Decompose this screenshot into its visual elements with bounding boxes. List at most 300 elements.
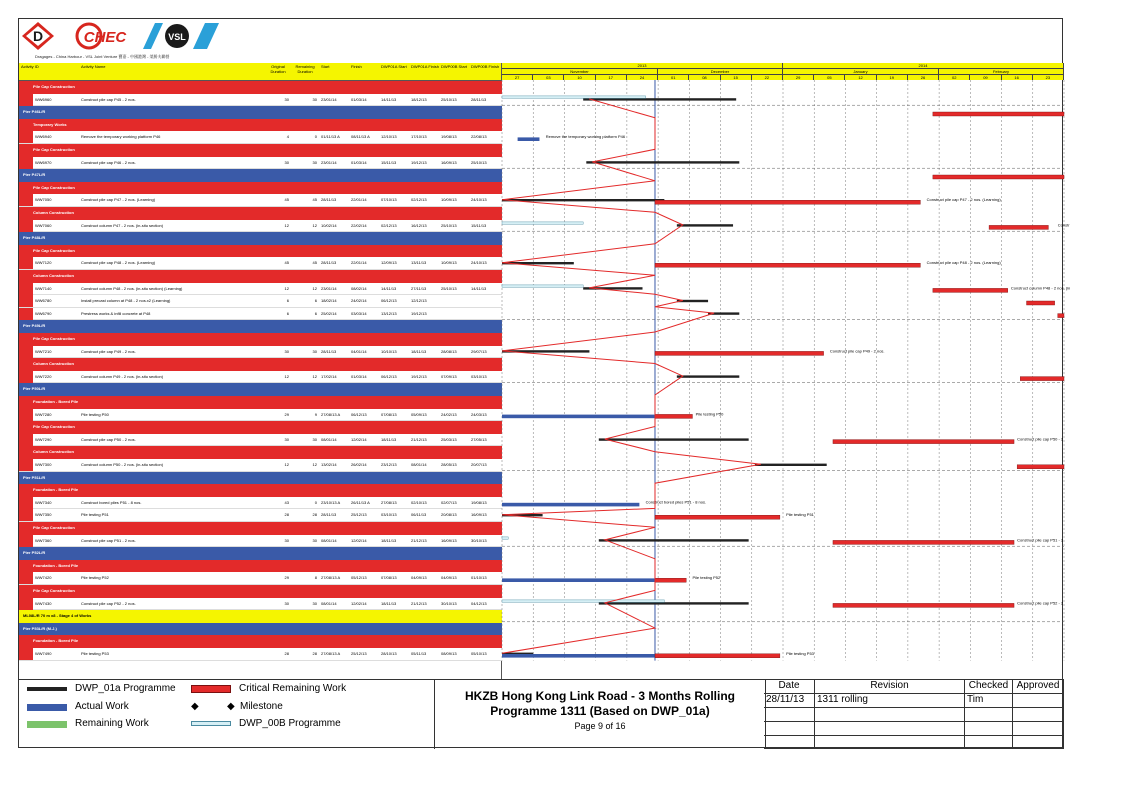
critical-bar: [1058, 314, 1064, 318]
cell-name: Construct column P50 - 2 nos. (in-situ section): [81, 462, 164, 467]
cell-s2: 02/07/13: [441, 499, 457, 505]
chec-logo: [75, 21, 129, 51]
critical-bar: [655, 515, 780, 519]
rev-cell: [815, 708, 965, 722]
cell-name: Pile testing P52: [81, 575, 109, 581]
bar-label: Construct pile cap P48 - 2 nos. (Learning): [926, 260, 1001, 266]
group-header: Foundation - Bored Pile: [19, 560, 502, 573]
bar-label: Construct column P48 - 2 nos. (in: [1010, 285, 1071, 291]
critical-bar: [655, 414, 692, 418]
cell-s1: 28/10/13: [381, 651, 397, 656]
activity-row[interactable]: [19, 509, 502, 522]
activity-row[interactable]: [19, 308, 502, 321]
cell-name: Construct pile cap P45 - 2 nos.: [81, 96, 136, 102]
cell-od: 12: [284, 373, 289, 379]
cell-start: 27/08/13 A: [321, 575, 341, 581]
cell-id: WW7210: [35, 348, 52, 354]
cell-start: 17/02/14: [321, 373, 337, 379]
milestone-icon: ◆: [191, 701, 199, 712]
dwp01a-bar: [599, 602, 749, 604]
week-label: 19: [877, 74, 908, 80]
cell-f1: 27/11/13: [411, 285, 427, 291]
week-label: 15: [721, 74, 752, 80]
vsl-logo-text: VSL: [168, 32, 186, 42]
week-label: 29: [783, 74, 814, 80]
cell-finish: 05/12/13: [351, 575, 367, 581]
cell-name: Construct column P48 - 2 nos. (in-situ section) (Learning): [81, 285, 183, 291]
month-january: January: [783, 68, 939, 74]
cell-start: 08/01/14: [321, 436, 337, 442]
cell-finish: 22/02/14: [351, 222, 367, 228]
actual-bar: [502, 503, 639, 507]
cell-rd: 28: [312, 651, 317, 656]
cell-id: WW7280: [35, 411, 52, 417]
legend-dwp01a: DWP_01a Programme: [75, 683, 176, 694]
cell-s1: 06/12/13: [381, 373, 397, 379]
cell-id: WW7120: [35, 260, 52, 266]
cell-f1: 02/10/13: [411, 499, 427, 505]
cell-id: WW7340: [35, 499, 52, 505]
group-header: Column Construction: [19, 207, 502, 220]
activity-row[interactable]: [19, 94, 502, 107]
col-remaining-duration[interactable]: Remaining Duration: [295, 64, 315, 74]
cell-od: 12: [284, 462, 289, 467]
cell-f1: 19/12/13: [411, 310, 427, 316]
cell-od: 28: [284, 651, 289, 656]
col-dwp00b-start[interactable]: DWP00B Start: [441, 64, 468, 69]
legend-actual-swatch: [27, 704, 67, 711]
rev-cell: [764, 722, 815, 736]
cell-od: 30: [284, 600, 289, 606]
cell-id: WW7490: [35, 651, 52, 656]
critical-bar: [655, 654, 780, 658]
cell-name: Pile testing P51: [81, 512, 109, 518]
cell-od: 6: [286, 298, 289, 304]
critical-bar: [833, 540, 1014, 544]
cell-start: 25/02/14: [321, 310, 337, 316]
group-header: Pile Cap Construction: [19, 144, 502, 157]
cell-finish: 12/02/14: [351, 600, 367, 606]
group-header: Pier P47L/R: [19, 169, 502, 182]
cell-f1: 02/12/13: [411, 197, 427, 203]
week-label: 23: [1033, 74, 1064, 80]
cell-id: WW7060: [35, 222, 52, 228]
group-header: Column Construction: [19, 270, 502, 283]
col-dwp01a-finish[interactable]: DWP01A Finish: [411, 64, 440, 69]
week-label: 16: [1002, 74, 1033, 80]
cell-s2: 30/10/13: [441, 600, 457, 606]
activity-row[interactable]: [19, 346, 502, 359]
year-2014: 2014: [783, 63, 1064, 68]
cell-rd: 30: [312, 159, 317, 165]
actual-bar: [502, 654, 655, 658]
cell-id: WW7420: [35, 575, 52, 581]
cell-id: WW7220: [35, 373, 52, 379]
cell-f2: 05/10/13: [471, 651, 487, 656]
cell-finish: 04/01/14: [351, 348, 367, 354]
cell-f1: 19/12/13: [411, 159, 427, 165]
col-activity-name[interactable]: Activity Name: [81, 64, 106, 69]
activity-row[interactable]: [19, 648, 502, 661]
cell-start: 28/11/13: [321, 260, 337, 266]
cell-name: Construct pile cap P51 - 2 nos.: [81, 537, 136, 543]
cell-rd: 6: [314, 298, 317, 304]
legend-milestone: Milestone: [240, 701, 283, 712]
cell-s2: 25/10/13: [441, 222, 457, 228]
cell-s1: 23/12/13: [381, 462, 397, 467]
cell-s1: 18/11/13: [381, 436, 397, 442]
critical-bar: [833, 440, 1014, 444]
cell-id: WW7300: [35, 462, 52, 467]
activity-row[interactable]: [19, 283, 502, 296]
critical-bar: [989, 225, 1048, 229]
cell-f2: 24/03/13: [471, 411, 487, 417]
dwp01a-bar: [599, 539, 749, 541]
dwp00b-bar: [502, 222, 583, 224]
cell-f1: 17/10/13: [411, 134, 427, 140]
group-header: Foundation - Bored Pile: [19, 396, 502, 409]
cell-f2: 03/10/13: [471, 373, 487, 379]
cell-name: Construct pile cap P52 - 2 nos.: [81, 600, 136, 606]
month-december: December: [658, 68, 783, 74]
month-november: November: [502, 68, 658, 74]
critical-bar: [833, 603, 1014, 607]
rev-cell: [965, 708, 1013, 722]
cell-s1: 18/11/13: [381, 537, 397, 543]
week-label: 03: [533, 74, 564, 80]
cell-s1: 12/10/13: [381, 134, 397, 140]
cell-rd: 28: [312, 512, 317, 518]
cell-s1: 18/11/13: [381, 600, 397, 606]
cell-s1: 10/10/13: [381, 348, 397, 354]
legend-critical-swatch: [191, 685, 231, 693]
group-header: Pier P48L/R: [19, 232, 502, 245]
cell-id: WW6970: [35, 159, 52, 165]
col-start[interactable]: Start: [321, 64, 330, 69]
dwp00b-bar: [502, 96, 646, 98]
cell-s2: 28/05/13: [441, 462, 457, 467]
cell-finish: 22/01/14: [351, 197, 367, 203]
cell-s1: 07/10/13: [381, 197, 397, 203]
cell-s1: 03/10/13: [381, 512, 397, 518]
page-number: Page 9 of 16: [574, 721, 626, 731]
cell-s2: 25/03/13: [441, 436, 457, 442]
cell-f2: 27/05/13: [471, 436, 487, 442]
cell-id: WW6790: [35, 310, 52, 316]
cell-finish: 01/03/14: [351, 159, 367, 165]
cell-start: 23/01/14: [321, 285, 337, 291]
cell-finish: 08/11/13 A: [351, 134, 370, 140]
cell-f2: 29/07/13: [471, 348, 487, 354]
cell-s2: 08/09/13: [441, 651, 457, 656]
gantt-chart: [502, 80, 1071, 661]
group-header: Pile Cap Construction: [19, 182, 502, 195]
cell-f2: 28/11/13: [471, 96, 487, 102]
cell-s1: 02/12/13: [381, 222, 397, 228]
cell-name: Construct pile cap P49 - 2 nos.: [81, 348, 136, 354]
cell-f2: 22/08/13: [471, 134, 487, 140]
activity-row[interactable]: [19, 459, 502, 472]
title-line-2: Programme 1311 (Based on DWP_01a): [490, 704, 710, 718]
rev-cell: [764, 708, 815, 722]
activity-row[interactable]: [19, 194, 502, 207]
col-dwp00b-finish[interactable]: DWP00B Finish: [471, 64, 500, 69]
cell-rd: 30: [312, 537, 317, 543]
cell-name: Install precast column at P48 - 2 nos.x2 (Learning): [81, 298, 171, 304]
dwp01a-bar: [586, 161, 739, 163]
cell-rd: 12: [312, 373, 317, 379]
schedule-sheet: [18, 18, 1071, 748]
col-original-duration[interactable]: Original Duration: [270, 64, 286, 74]
cell-rd: 30: [312, 348, 317, 354]
week-label: 10: [564, 74, 595, 80]
cell-f1: 04/09/13: [411, 575, 427, 581]
critical-bar: [933, 112, 1064, 116]
cell-f2: 24/10/13: [471, 197, 487, 203]
cell-f1: 05/09/13: [411, 411, 427, 417]
cell-f1: 08/01/14: [411, 462, 427, 467]
week-label: 26: [908, 74, 939, 80]
legend-dwp00b: DWP_00B Programme: [239, 718, 341, 729]
cell-f2: 01/10/13: [471, 575, 487, 581]
cell-start: 10/02/14: [321, 222, 337, 228]
cell-od: 30: [284, 348, 289, 354]
cell-f1: 12/12/13: [411, 298, 427, 304]
cell-rd: 30: [312, 96, 317, 102]
rev-cell: [1013, 736, 1064, 749]
cell-finish: 26/11/13 A: [351, 499, 370, 505]
cell-f1: 21/12/13: [411, 436, 427, 442]
bar-label: Remove the temporary working platform P46: [545, 134, 626, 140]
bar-label: Construct pile cap P50 - 2: [1017, 436, 1064, 442]
cell-finish: 22/01/14: [351, 260, 367, 266]
activity-row[interactable]: [19, 434, 502, 447]
activity-row[interactable]: [19, 535, 502, 548]
bar-label: Construct bored piles P51 - 8 nos.: [645, 499, 707, 505]
cell-rd: 45: [312, 260, 317, 266]
cell-s1: 07/08/13: [381, 575, 397, 581]
group-header: Pier P53L/R (M.J.): [19, 623, 502, 636]
activity-row[interactable]: [19, 409, 502, 422]
cell-finish: 01/03/14: [351, 373, 367, 379]
rev-header-date: Date: [764, 680, 815, 694]
cell-od: 12: [284, 222, 289, 228]
cell-s2: 19/08/13: [441, 134, 457, 140]
cell-s2: 10/09/13: [441, 260, 457, 266]
cell-s2: 25/10/13: [441, 96, 457, 102]
group-header: Pier P46L/R: [19, 106, 502, 119]
cell-id: WW6960: [35, 96, 52, 102]
critical-bar: [655, 578, 686, 582]
cell-name: Remove the temporary working platform P46: [81, 134, 161, 140]
group-header: Pile Cap Construction: [19, 421, 502, 434]
cell-start: 28/11/13: [321, 512, 337, 518]
cell-name: Pile testing P50: [81, 411, 109, 417]
cell-f2: 25/10/13: [471, 159, 487, 165]
cell-rd: 12: [312, 462, 317, 467]
group-header: Pier P52L/R: [19, 547, 502, 560]
bar-label: Pile testing P52: [692, 575, 721, 581]
week-label: 02: [939, 74, 970, 80]
legend-dwp01a-swatch: [27, 687, 67, 691]
cell-finish: 08/02/14: [351, 285, 367, 291]
dwp01a-bar: [677, 375, 739, 377]
col-dwp01a-start[interactable]: DWP01A Start: [381, 64, 407, 69]
rev-header-approved: Approved: [1013, 680, 1064, 694]
activity-row[interactable]: [19, 220, 502, 233]
cell-rd: 0: [314, 134, 317, 140]
legend-remaining: Remaining Work: [75, 718, 149, 729]
cell-finish: 12/02/14: [351, 537, 367, 543]
year-2013: 2013: [502, 63, 783, 68]
cell-start: 28/11/13: [321, 348, 337, 354]
cell-s2: 25/10/13: [441, 285, 457, 291]
week-label: 08: [689, 74, 720, 80]
col-activity-id[interactable]: Activity ID: [21, 64, 39, 69]
cell-f2: 15/11/13: [471, 222, 487, 228]
legend-critical: Critical Remaining Work: [239, 683, 347, 694]
dwp01a-bar: [755, 464, 827, 466]
group-header: Pile Cap Construction: [19, 81, 502, 94]
group-header: Pile Cap Construction: [19, 245, 502, 258]
title-block: [434, 680, 766, 749]
actual-bar: [518, 137, 540, 141]
rev-header-checked: Checked: [965, 680, 1013, 694]
cell-s1: 14/11/13: [381, 96, 397, 102]
group-header: ML08L/R 70 m x8 - Stage 4 of Works: [19, 610, 502, 623]
cell-s1: 12/09/13: [381, 260, 397, 266]
cell-f1: 06/11/13: [411, 512, 427, 518]
cell-s2: 16/09/13: [441, 159, 457, 165]
cell-rd: 45: [312, 197, 317, 203]
legend-remaining-swatch: [27, 721, 67, 728]
cell-id: WW7290: [35, 436, 52, 442]
cell-start: 28/11/13: [321, 197, 337, 203]
activity-row[interactable]: [19, 295, 502, 308]
critical-bar: [655, 200, 920, 204]
activity-row[interactable]: [19, 598, 502, 611]
cell-start: 13/02/14: [321, 462, 337, 467]
cell-s1: 15/11/13: [381, 159, 397, 165]
rev-cell: [965, 722, 1013, 736]
dragages-logo-text: D: [32, 28, 44, 44]
week-label: 17: [596, 74, 627, 80]
group-header: Foundation - Bored Pile: [19, 484, 502, 497]
title-line-1: HKZB Hong Kong Link Road - 3 Months Rolling: [465, 689, 735, 703]
cell-start: 23/01/14: [321, 96, 337, 102]
week-label: 27: [502, 74, 533, 80]
rev-cell: 28/11/13: [764, 694, 815, 708]
dwp00b-bar: [502, 537, 508, 539]
cell-od: 6: [286, 310, 289, 316]
legend-dwp00b-swatch: [191, 721, 231, 726]
milestone-icon-2: ◆: [227, 701, 235, 712]
cell-rd: 12: [312, 285, 317, 291]
cell-f1: 18/12/13: [411, 96, 427, 102]
group-header: Pier P49L/R: [19, 320, 502, 333]
cell-start: 27/08/13 A: [321, 651, 341, 656]
activity-row[interactable]: [19, 497, 502, 510]
cell-id: WW6940: [35, 134, 52, 140]
rev-cell: Tim: [965, 694, 1013, 708]
activity-row[interactable]: [19, 572, 502, 585]
activity-row[interactable]: [19, 371, 502, 384]
week-label: 01: [658, 74, 689, 80]
cell-rd: 6: [314, 310, 317, 316]
cell-s1: 13/12/13: [381, 310, 397, 316]
cell-f1: 19/12/13: [411, 373, 427, 379]
activity-row[interactable]: [19, 131, 502, 144]
cell-name: Construct pile cap P47 - 2 nos. (Learning): [81, 197, 156, 203]
rev-cell: [815, 722, 965, 736]
col-finish[interactable]: Finish: [351, 64, 362, 69]
rev-cell: [764, 736, 815, 749]
cell-od: 45: [284, 197, 289, 203]
dwp01a-bar: [599, 438, 749, 440]
week-label: 22: [752, 74, 783, 80]
critical-bar: [1027, 301, 1055, 305]
bar-label: Construct pile cap P47 - 2 nos. (Learning): [926, 197, 1001, 203]
cell-f1: 21/12/13: [411, 600, 427, 606]
cell-rd: 12: [312, 222, 317, 228]
bar-label: Pile testing P51: [786, 512, 814, 518]
critical-bar: [933, 288, 1008, 292]
vsl-logo: [141, 21, 221, 51]
cell-finish: 25/12/13: [351, 512, 367, 518]
cell-od: 29: [284, 575, 289, 581]
cell-id: WW7350: [35, 512, 52, 518]
cell-rd: 8: [314, 575, 317, 581]
activity-row[interactable]: [19, 157, 502, 170]
cell-start: 08/01/14: [321, 600, 337, 606]
dragages-logo: [21, 21, 55, 51]
group-header: Pile Cap Construction: [19, 333, 502, 346]
footer: [19, 679, 1064, 749]
week-label: 24: [627, 74, 658, 80]
cell-f1: 05/11/13: [411, 651, 427, 656]
activity-row[interactable]: [19, 257, 502, 270]
week-label: 12: [845, 74, 876, 80]
cell-od: 28: [284, 512, 289, 518]
critical-bar: [655, 351, 824, 355]
critical-bar: [655, 263, 920, 267]
cell-s1: 27/08/13: [381, 499, 397, 505]
dwp01a-bar: [583, 98, 736, 100]
cell-id: WW6780: [35, 298, 52, 304]
rev-cell: 1311 rolling: [815, 694, 965, 708]
group-header: Pier P51L/R: [19, 472, 502, 485]
cell-name: Construct pile cap P50 - 2 nos.: [81, 436, 136, 442]
rev-cell: [815, 736, 965, 749]
cell-rd: 0: [314, 499, 317, 505]
group-header: Pile Cap Construction: [19, 522, 502, 535]
cell-f2: 16/09/13: [471, 512, 487, 518]
group-header: Pile Cap Construction: [19, 585, 502, 598]
week-label: 09: [970, 74, 1001, 80]
rev-cell: [965, 736, 1013, 749]
cell-od: 30: [284, 159, 289, 165]
rev-cell: [1013, 722, 1064, 736]
cell-od: 30: [284, 96, 289, 102]
bar-label: Construct pile cap P52 - 2: [1017, 600, 1064, 606]
cell-finish: 24/02/14: [351, 298, 367, 304]
dwp00b-bar: [502, 600, 664, 602]
cell-id: WW7140: [35, 285, 52, 291]
cell-name: Construct pile cap P48 - 2 nos. (Learning): [81, 260, 156, 266]
cell-id: WW7430: [35, 600, 52, 606]
cell-finish: 25/12/13: [351, 651, 367, 656]
cell-f2: 20/07/13: [471, 462, 487, 467]
